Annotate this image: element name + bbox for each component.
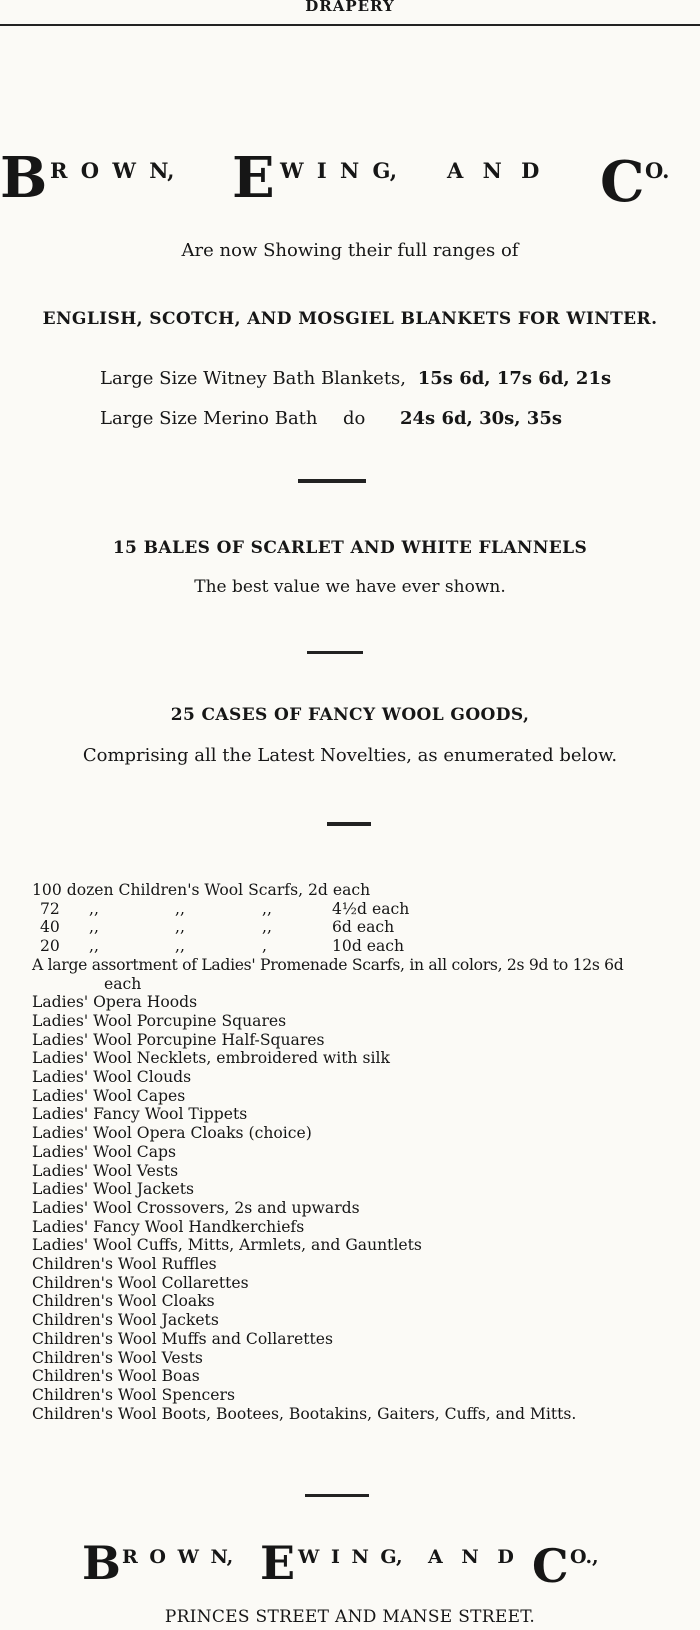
- list-item: Children's Wool Spencers: [32, 1385, 235, 1404]
- firm-word-and: A N D: [447, 158, 540, 183]
- firm-word-brown: R O W N,: [50, 158, 175, 183]
- list-item: Children's Wool Vests: [32, 1348, 203, 1367]
- blanket-prices: 24s 6d, 30s, 35s: [400, 408, 562, 429]
- list-item: Children's Wool Cloaks: [32, 1292, 215, 1311]
- list-item: Ladies' Wool Porcupine Squares: [32, 1011, 287, 1030]
- firm-word-co: O.,: [570, 1546, 599, 1568]
- blanket-ditto: do: [343, 408, 366, 429]
- wool-heading: 25 CASES OF FANCY WOOL GOODS,: [170, 705, 530, 725]
- list-item: 40 ,, ,, ,, 6d each: [40, 918, 395, 937]
- blankets-heading: ENGLISH, SCOTCH, AND MOSGIEL BLANKETS FOR WINTER.: [42, 309, 658, 329]
- list-item: Children's Wool Boas: [32, 1367, 200, 1386]
- list-item: Ladies' Wool Crossovers, 2s and upwards: [32, 1198, 360, 1217]
- list-item: 100 dozen Children's Wool Scarfs, 2d each: [32, 881, 371, 899]
- flannels-subline: The best value we have ever shown.: [194, 577, 506, 597]
- blanket-label: Large Size Merino Bath: [100, 408, 318, 429]
- divider: [307, 651, 363, 654]
- address-line: PRINCES STREET AND MANSE STREET.: [164, 1607, 536, 1627]
- list-item: Children's Wool Muffs and Collarettes: [32, 1329, 333, 1348]
- firm-word-co: O.: [645, 158, 670, 183]
- firm-initial-e: E: [260, 1536, 296, 1590]
- blanket-item-2: [100, 408, 562, 429]
- list-item: Ladies' Wool Cuffs, Mitts, Armlets, and Gauntlets: [32, 1236, 422, 1255]
- list-item: Ladies' Fancy Wool Handkerchiefs: [32, 1217, 305, 1236]
- firm-initial-b: B: [82, 1536, 121, 1590]
- list-item: Ladies' Fancy Wool Tippets: [32, 1105, 248, 1124]
- list-item-continuation: each: [104, 974, 142, 993]
- header-rule: [0, 24, 700, 26]
- firm-word-ewing: W I N G,: [298, 1546, 403, 1568]
- blanket-prices: 15s 6d, 17s 6d, 21s: [417, 368, 612, 389]
- list-item: 20 ,, ,, , 10d each: [40, 937, 405, 956]
- wool-subline: Comprising all the Latest Novelties, as enumerated below.: [82, 745, 618, 766]
- list-item: Ladies' Wool Porcupine Half-Squares: [32, 1030, 325, 1049]
- list-item: Ladies' Wool Vests: [32, 1161, 179, 1180]
- blanket-label: Large Size Witney Bath Blankets,: [100, 368, 407, 389]
- firm-word-brown: R O W N,: [122, 1546, 234, 1568]
- list-item: Ladies' Wool Opera Cloaks (choice): [32, 1124, 312, 1143]
- list-item: Ladies' Wool Jackets: [32, 1180, 195, 1199]
- firm-initial-c: C: [600, 149, 645, 215]
- firm-initial-e: E: [232, 145, 275, 211]
- intro-line: Are now Showing their full ranges of: [181, 240, 519, 261]
- list-item: 72 ,, ,, ,, 4½d each: [40, 899, 410, 918]
- list-item: Ladies' Wool Necklets, embroidered with silk: [32, 1049, 390, 1068]
- list-item: Children's Wool Ruffles: [32, 1255, 217, 1274]
- list-item: Children's Wool Jackets: [32, 1311, 219, 1330]
- list-item: Children's Wool Collarettes: [32, 1273, 249, 1292]
- list-item: Ladies' Wool Clouds: [32, 1068, 192, 1087]
- firm-initial-c: C: [532, 1539, 569, 1593]
- firm-initial-b: B: [0, 145, 48, 211]
- divider: [298, 479, 366, 483]
- list-item: Ladies' Wool Capes: [32, 1086, 186, 1105]
- list-item: Children's Wool Boots, Bootees, Bootakins, Gaiters, Cuffs, and Mitts.: [32, 1404, 577, 1423]
- list-item: Ladies' Wool Caps: [32, 1142, 176, 1161]
- section-header: DRAPERY: [305, 0, 395, 15]
- goods-list: [32, 881, 692, 1423]
- blanket-item-1: [100, 368, 611, 389]
- firm-word-and: A N D: [428, 1546, 514, 1568]
- divider: [327, 822, 371, 826]
- list-item: Ladies' Opera Hoods: [32, 993, 198, 1012]
- divider: [305, 1494, 369, 1497]
- list-item: A large assortment of Ladies' Promenade Scarfs, in all colors, 2s 9d to 12s 6d: [32, 955, 624, 974]
- firm-word-ewing: W I N G,: [280, 158, 398, 183]
- flannels-heading: 15 BALES OF SCARLET AND WHITE FLANNELS: [112, 538, 588, 558]
